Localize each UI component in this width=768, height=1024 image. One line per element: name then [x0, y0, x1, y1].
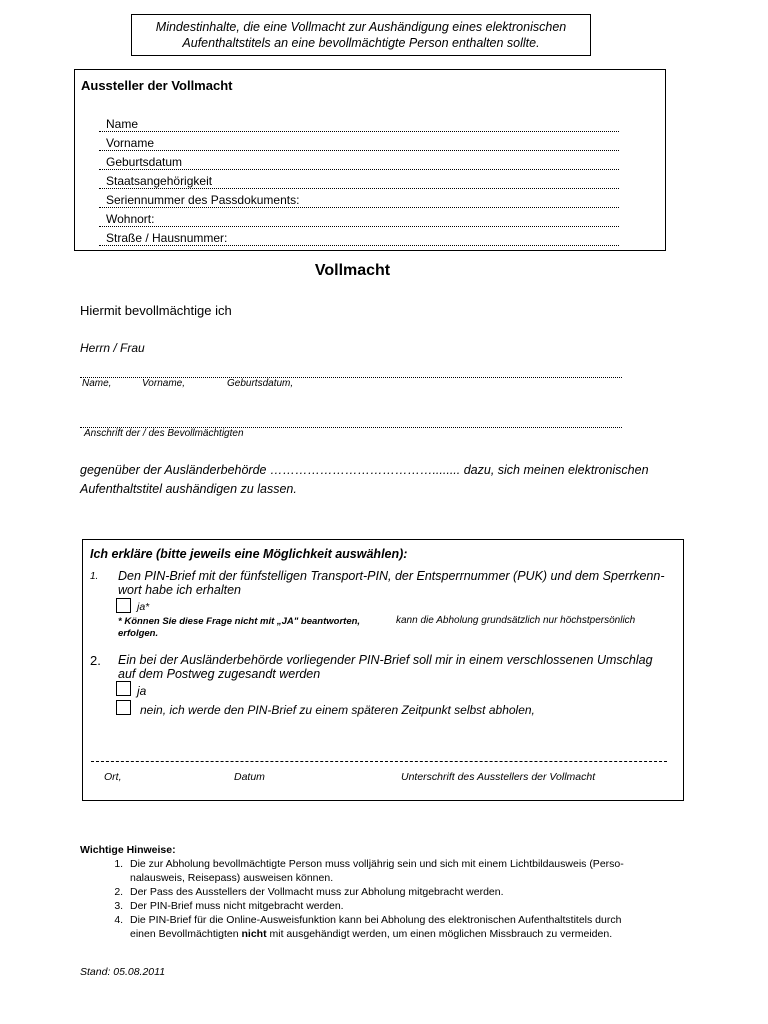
checkbox-item-2-yes[interactable] [116, 681, 131, 696]
field-label: Staatsangehörigkeit [106, 174, 213, 188]
field-label: Wohnort: [106, 212, 155, 226]
hint-item [126, 899, 680, 913]
hint-4-line-1: Die PIN-Brief für die Online-Ausweisfunktion kann bei Abholung des elektronischen Aufenthaltstitels durch [130, 914, 622, 926]
signature-line[interactable] [91, 761, 667, 762]
field-geburtsdatum[interactable] [99, 151, 619, 170]
checkbox-item-1-yes[interactable] [116, 598, 131, 613]
item-1-yes-label: ja* [137, 601, 150, 613]
declaration-title: Ich erkläre (bitte jeweils eine Möglichkeit auswählen): [90, 547, 408, 561]
hint-item [126, 913, 680, 941]
hints-list [80, 857, 680, 941]
stand-date: Stand: 05.08.2011 [80, 966, 166, 978]
notice-line-1: Mindestinhalte, die eine Vollmacht zur Aushändigung eines elektronischen [155, 20, 567, 34]
item-2-yes-label: ja [137, 684, 147, 698]
item-1-number: 1. [90, 571, 99, 582]
item-2-number: 2. [90, 653, 101, 668]
document-title: Vollmacht [314, 262, 391, 279]
field-wohnort[interactable] [99, 208, 619, 227]
hints-section [80, 843, 680, 941]
hint-1-line-1: Die zur Abholung bevollmächtigte Person muss volljährig sein und sich mit einem Lichtbildausweis (Perso- [130, 858, 624, 870]
field-label: Geburtsdatum [106, 155, 183, 169]
hint-3: Der PIN-Brief muss nicht mitgebracht werden. [130, 900, 344, 912]
label-anschrift: Anschrift der / des Bevollmächtigten [84, 428, 244, 439]
item-1-note-c: erfolgen. [118, 628, 159, 639]
field-passnummer[interactable] [99, 189, 619, 208]
hint-4-post: mit ausgehändigt werden, um einen möglichen Missbrauch zu vermeiden. [266, 928, 613, 940]
hints-title: Wichtige Hinweise: [80, 844, 176, 856]
item-2-line-2: auf dem Postweg zugesandt werden [118, 667, 321, 681]
field-strasse[interactable] [99, 227, 619, 246]
hint-item [126, 857, 680, 885]
field-name[interactable] [99, 113, 619, 132]
authority-line-2: Aufenthaltstitel aushändigen zu lassen. [80, 482, 297, 496]
notice-box [131, 14, 591, 56]
sig-label-signature: Unterschrift des Ausstellers der Vollmacht [401, 771, 596, 783]
hint-2: Der Pass des Ausstellers der Vollmacht muss zur Abholung mitgebracht werden. [130, 886, 504, 898]
salutation: Herrn / Frau [80, 341, 145, 355]
label-geburtsdatum: Geburtsdatum, [227, 378, 294, 389]
hint-item [126, 885, 680, 899]
field-label: Vorname [106, 136, 155, 150]
label-vorname: Vorname, [142, 378, 185, 389]
item-1-line-2: wort habe ich erhalten [118, 583, 241, 597]
notice-line-2: Aufenthaltstitels an eine bevollmächtigte Person enthalten sollte. [182, 36, 540, 50]
authority-text [80, 461, 680, 499]
authority-line-1: gegenüber der Ausländerbehörde …………………………………........ dazu, sich meinen elektronischen [80, 463, 649, 477]
item-1-note-b: kann die Abholung grundsätzlich nur höchstpersönlich [396, 615, 636, 626]
issuer-title: Aussteller der Vollmacht [81, 78, 233, 93]
sig-label-date: Datum [234, 771, 265, 783]
label-name: Name, [82, 378, 112, 389]
item-2-line-1: Ein bei der Ausländerbehörde vorliegender PIN-Brief soll mir in einem verschlossenen Umschlag [118, 653, 653, 667]
item-1-line-1: Den PIN-Brief mit der fünfstelligen Transport-PIN, der Entsperrnummer (PUK) und dem Sperrkenn- [118, 569, 665, 583]
sig-label-place: Ort, [104, 771, 122, 783]
hint-1-line-2: nalausweis, Reisepass) ausweisen können. [130, 872, 334, 884]
declaration-box [82, 539, 684, 801]
checkbox-item-2-no[interactable] [116, 700, 131, 715]
field-label: Straße / Hausnummer: [106, 231, 228, 245]
field-vorname[interactable] [99, 132, 619, 151]
field-label: Seriennummer des Passdokuments: [106, 193, 300, 207]
intro-text: Hiermit bevollmächtige ich [80, 303, 232, 318]
issuer-box [74, 69, 666, 251]
hint-4-pre: einen Bevollmächtigten [130, 928, 242, 940]
field-staatsangehoerigkeit[interactable] [99, 170, 619, 189]
item-2-no-label: nein, ich werde den PIN-Brief zu einem späteren Zeitpunkt selbst abholen, [140, 703, 535, 717]
item-1-note-a: * Können Sie diese Frage nicht mit „JA" beantworten, [118, 616, 361, 627]
hint-4-bold: nicht [241, 928, 267, 940]
field-label: Name [106, 117, 139, 131]
